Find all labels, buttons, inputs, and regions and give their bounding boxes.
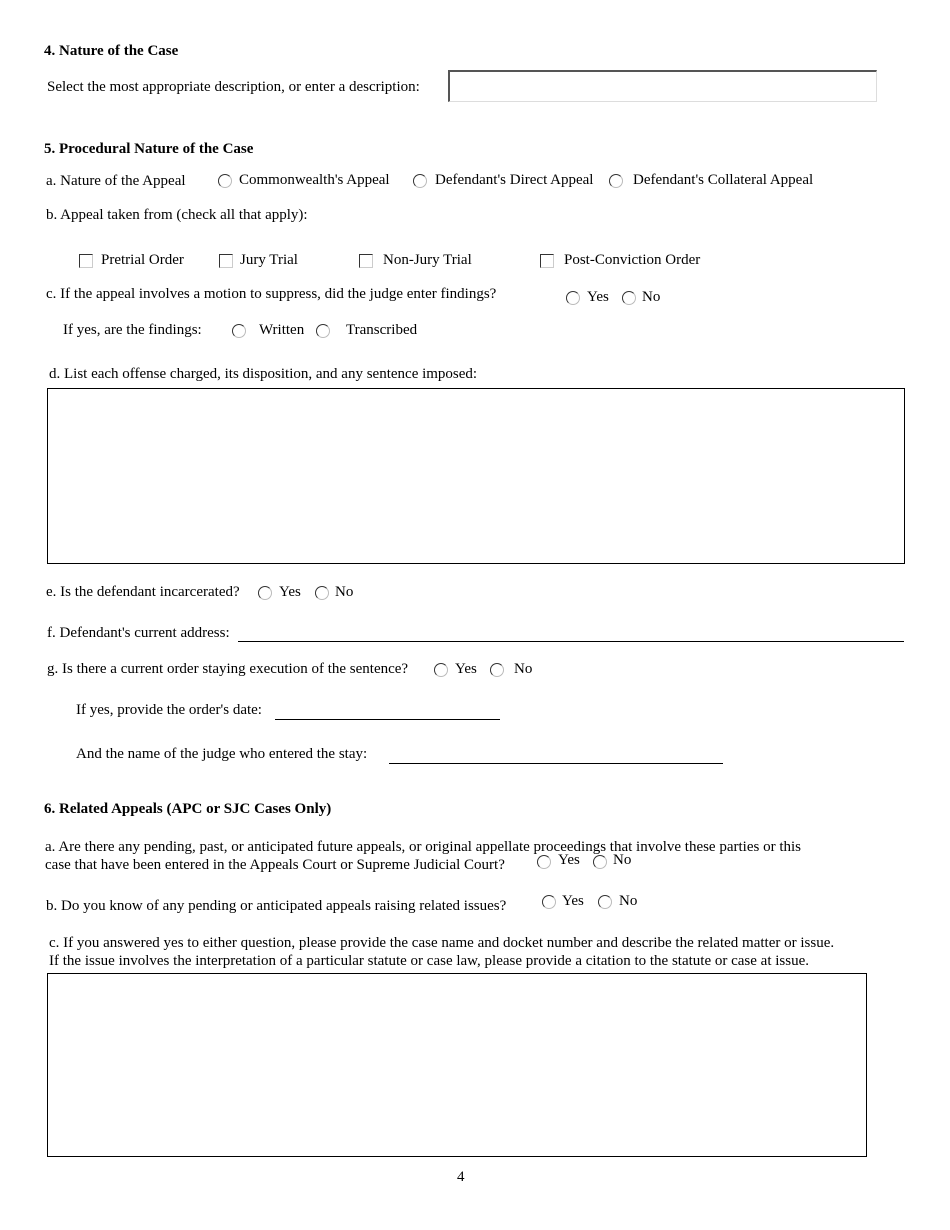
related-issues-yes-label: Yes bbox=[562, 893, 584, 909]
related-appeals-line2: case that have been entered in the Appeals Court or Supreme Judicial Court? bbox=[45, 857, 505, 873]
collateral-appeal-radio[interactable] bbox=[609, 174, 623, 188]
jury-trial-label: Jury Trial bbox=[240, 252, 298, 268]
section-5-heading: 5. Procedural Nature of the Case bbox=[44, 141, 254, 157]
incarcerated-label: e. Is the defendant incarcerated? bbox=[46, 584, 240, 600]
stay-order-no-label: No bbox=[514, 661, 533, 677]
post-conviction-order-label: Post-Conviction Order bbox=[564, 252, 701, 268]
suppress-findings-yes-radio[interactable] bbox=[566, 291, 580, 305]
offenses-textarea[interactable] bbox=[47, 388, 905, 564]
related-issues-no-radio[interactable] bbox=[598, 895, 612, 909]
order-date-label: If yes, provide the order's date: bbox=[76, 702, 262, 718]
jury-trial-checkbox[interactable] bbox=[219, 254, 233, 268]
suppress-findings-label: c. If the appeal involves a motion to suppress, did the judge enter findings? bbox=[46, 286, 497, 302]
related-appeals-yes-radio[interactable] bbox=[537, 855, 551, 869]
collateral-appeal-label: Defendant's Collateral Appeal bbox=[633, 172, 814, 188]
suppress-findings-yes-label: Yes bbox=[587, 289, 609, 305]
incarcerated-no-radio[interactable] bbox=[315, 586, 329, 600]
pretrial-order-label: Pretrial Order bbox=[101, 252, 184, 268]
findings-transcribed-radio[interactable] bbox=[316, 324, 330, 338]
section-6-heading: 6. Related Appeals (APC or SJC Cases Only) bbox=[44, 801, 332, 817]
stay-order-yes-label: Yes bbox=[455, 661, 477, 677]
stay-order-yes-radio[interactable] bbox=[434, 663, 448, 677]
related-appeals-yes-label: Yes bbox=[558, 852, 580, 868]
stay-order-label: g. Is there a current order staying execution of the sentence? bbox=[47, 661, 409, 677]
direct-appeal-radio[interactable] bbox=[413, 174, 427, 188]
related-issues-label: b. Do you know of any pending or anticipated appeals raising related issues? bbox=[46, 898, 507, 914]
stay-judge-field[interactable] bbox=[389, 763, 723, 764]
related-appeals-no-radio[interactable] bbox=[593, 855, 607, 869]
post-conviction-order-checkbox[interactable] bbox=[540, 254, 554, 268]
related-appeals-no-label: No bbox=[613, 852, 632, 868]
current-address-label: f. Defendant's current address: bbox=[47, 625, 230, 641]
commonwealth-appeal-radio[interactable] bbox=[218, 174, 232, 188]
related-matter-instructions-line2: If the issue involves the interpretation of a particular statute or case law, please provide a citation to the statute or case at issue. bbox=[49, 953, 810, 969]
related-matter-instructions-line1: c. If you answered yes to either question, please provide the case name and docket number and describe the related matter or issue. bbox=[49, 935, 835, 951]
nature-of-case-prompt: Select the most appropriate description, or enter a description: bbox=[47, 79, 420, 95]
stay-order-no-radio[interactable] bbox=[490, 663, 504, 677]
suppress-findings-no-label: No bbox=[642, 289, 661, 305]
page-number: 4 bbox=[457, 1169, 465, 1185]
nature-of-case-combobox[interactable] bbox=[448, 70, 877, 102]
appeal-taken-from-label: b. Appeal taken from (check all that apply): bbox=[46, 207, 308, 223]
order-date-field[interactable] bbox=[275, 719, 500, 720]
incarcerated-no-label: No bbox=[335, 584, 354, 600]
related-matter-textarea[interactable] bbox=[47, 973, 867, 1157]
nature-of-appeal-label: a. Nature of the Appeal bbox=[46, 173, 186, 189]
non-jury-trial-label: Non-Jury Trial bbox=[383, 252, 472, 268]
commonwealth-appeal-label: Commonwealth's Appeal bbox=[239, 172, 390, 188]
section-4-heading: 4. Nature of the Case bbox=[44, 43, 179, 59]
findings-written-label: Written bbox=[259, 322, 305, 338]
offenses-label: d. List each offense charged, its disposition, and any sentence imposed: bbox=[49, 366, 478, 382]
suppress-findings-no-radio[interactable] bbox=[622, 291, 636, 305]
stay-judge-label: And the name of the judge who entered the stay: bbox=[76, 746, 368, 762]
incarcerated-yes-label: Yes bbox=[279, 584, 301, 600]
current-address-field[interactable] bbox=[238, 641, 904, 642]
related-issues-no-label: No bbox=[619, 893, 638, 909]
pretrial-order-checkbox[interactable] bbox=[79, 254, 93, 268]
related-appeals-line1: a. Are there any pending, past, or anticipated future appeals, or original appellate proceedings that involve these parties or this bbox=[45, 839, 801, 855]
non-jury-trial-checkbox[interactable] bbox=[359, 254, 373, 268]
findings-transcribed-label: Transcribed bbox=[346, 322, 418, 338]
findings-written-radio[interactable] bbox=[232, 324, 246, 338]
incarcerated-yes-radio[interactable] bbox=[258, 586, 272, 600]
direct-appeal-label: Defendant's Direct Appeal bbox=[435, 172, 594, 188]
findings-type-label: If yes, are the findings: bbox=[63, 322, 202, 338]
related-issues-yes-radio[interactable] bbox=[542, 895, 556, 909]
